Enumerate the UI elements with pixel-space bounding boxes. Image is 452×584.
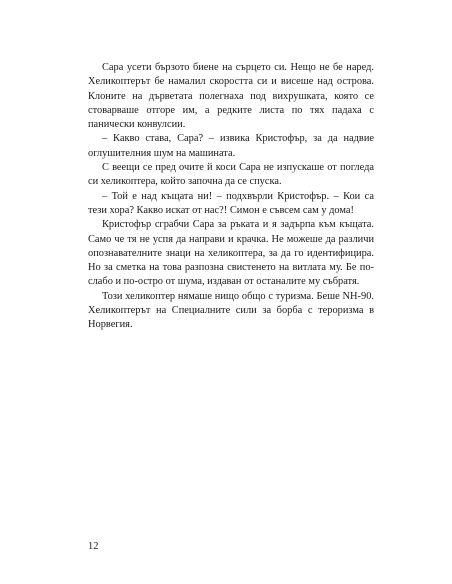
paragraph-4: – Той е над къщата ни! – подхвърли Кристофър. – Кои са тези хора? Какво искат от нас?! Симон е съвсем сам у дома! [88, 190, 374, 216]
page-number: 12 [88, 541, 99, 552]
paragraph-6: Този хеликоптер нямаше нищо общо с туризма. Беше NH-90. Хеликоптерът на Специалните сили за борба с тероризма в Норвегия. [88, 290, 374, 331]
paragraph-1: Сара усети бързото биене на сърцето си. Нещо не бе наред. Хеликоптерът бе намалил скоростта си и висеше над острова. Клоните на дърветата полегнаха под вихрушката, която се стоварваше отгоре им, а редките листа по тях падаха с панически конвулсии. [88, 62, 374, 131]
body-text [88, 61, 374, 333]
paragraph-5: Кристофър сграбчи Сара за ръката и я задърпа към къщата. Само че тя не успя да направи и крачка. Не можеше да различи опознавателните знаци на хеликоптера, за да го идентифицира. Но за сметка на това разпозна свистенето на витлата му. Бе по-слабо и по-остро от шума, издаван от останалите му събратя. [88, 219, 374, 288]
paragraph-3: С веещи се пред очите й коси Сара не изпускаше от погледа си хеликоптера, който започна да се спуска. [88, 162, 374, 188]
paragraph-2: – Какво става, Сара? – извика Кристофър, за да надвие оглушителния шум на машината. [88, 133, 374, 159]
